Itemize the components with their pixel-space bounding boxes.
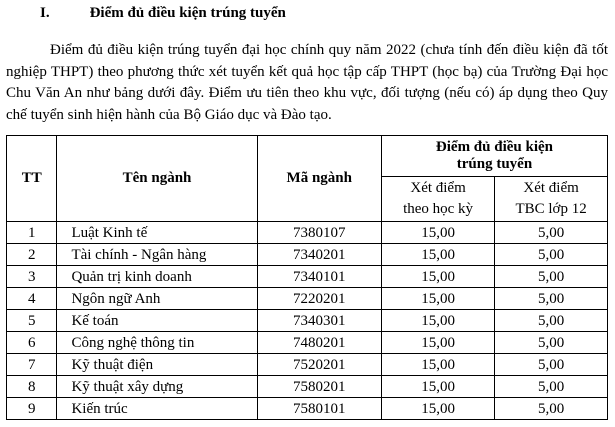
admission-score-table [6, 135, 608, 420]
row-score-semester: 15,00 [381, 332, 494, 354]
row-name: Ngôn ngữ Anh [57, 288, 257, 310]
row-name: Quản trị kinh doanh [57, 266, 257, 288]
row-tt: 5 [7, 310, 57, 332]
row-score-average: 5,00 [495, 288, 608, 310]
table-row [7, 288, 608, 310]
header-score-average-line2: TBC lớp 12 [515, 201, 587, 217]
row-code: 7340201 [257, 244, 381, 266]
row-score-average: 5,00 [495, 398, 608, 420]
row-code: 7380107 [257, 222, 381, 244]
row-score-average: 5,00 [495, 266, 608, 288]
row-code: 7220201 [257, 288, 381, 310]
row-name: Kiến trúc [57, 398, 257, 420]
row-code: 7480201 [257, 332, 381, 354]
row-tt: 8 [7, 376, 57, 398]
row-code: 7520201 [257, 354, 381, 376]
row-score-average: 5,00 [495, 244, 608, 266]
row-tt: 1 [7, 222, 57, 244]
header-score-semester [381, 177, 494, 222]
row-tt: 7 [7, 354, 57, 376]
row-name: Tài chính - Ngân hàng [57, 244, 257, 266]
table-row [7, 354, 608, 376]
row-score-semester: 15,00 [381, 244, 494, 266]
row-score-average: 5,00 [495, 332, 608, 354]
header-tt: TT [7, 136, 57, 222]
header-score-group-line1: Điểm đủ điều kiện [435, 139, 554, 155]
row-score-semester: 15,00 [381, 354, 494, 376]
table-row [7, 332, 608, 354]
row-name: Kế toán [57, 310, 257, 332]
row-score-semester: 15,00 [381, 310, 494, 332]
table-row [7, 266, 608, 288]
table-row [7, 376, 608, 398]
row-score-semester: 15,00 [381, 222, 494, 244]
row-name: Kỹ thuật xây dựng [57, 376, 257, 398]
header-score-semester-line2: theo học kỳ [403, 201, 474, 217]
row-name: Công nghệ thông tin [57, 332, 257, 354]
row-score-average: 5,00 [495, 310, 608, 332]
row-code: 7580101 [257, 398, 381, 420]
header-score-group-line2: trúng tuyển [456, 156, 533, 172]
row-name: Kỹ thuật điện [57, 354, 257, 376]
header-code: Mã ngành [257, 136, 381, 222]
row-score-semester: 15,00 [381, 398, 494, 420]
row-code: 7340101 [257, 266, 381, 288]
row-score-semester: 15,00 [381, 376, 494, 398]
table-row [7, 222, 608, 244]
row-name: Luật Kinh tế [57, 222, 257, 244]
row-score-average: 5,00 [495, 376, 608, 398]
row-tt: 3 [7, 266, 57, 288]
table-row [7, 244, 608, 266]
section-number: I. [40, 5, 50, 21]
table-row [7, 310, 608, 332]
table-row [7, 398, 608, 420]
row-score-average: 5,00 [495, 222, 608, 244]
row-tt: 9 [7, 398, 57, 420]
row-score-semester: 15,00 [381, 266, 494, 288]
row-code: 7580201 [257, 376, 381, 398]
row-score-average: 5,00 [495, 354, 608, 376]
row-tt: 6 [7, 332, 57, 354]
header-score-semester-line1: Xét điểm [410, 180, 466, 196]
table-body [7, 222, 608, 420]
header-score-average [495, 177, 608, 222]
header-name: Tên ngành [57, 136, 257, 222]
row-code: 7340301 [257, 310, 381, 332]
row-score-semester: 15,00 [381, 288, 494, 310]
intro-paragraph: Điểm đủ điều kiện trúng tuyển đại học chính quy năm 2022 (chưa tính đến điều kiện đã tốt nghiệp THPT) theo phương thức xét tuyển kết quả học tập cấp THPT (học bạ) của Trường Đại học Chu Văn An như bảng dưới đây. Điểm ưu tiên theo khu vực, đối tượng (nếu có) áp dụng theo Quy chế tuyển sinh hiện hành của Bộ Giáo dục và Đào tạo. [6, 42, 608, 124]
section-title: Điểm đủ điều kiện trúng tuyển [89, 5, 286, 21]
header-score-group [381, 136, 607, 177]
section-heading [40, 5, 286, 22]
row-tt: 4 [7, 288, 57, 310]
header-score-average-line1: Xét điểm [523, 180, 579, 196]
row-tt: 2 [7, 244, 57, 266]
